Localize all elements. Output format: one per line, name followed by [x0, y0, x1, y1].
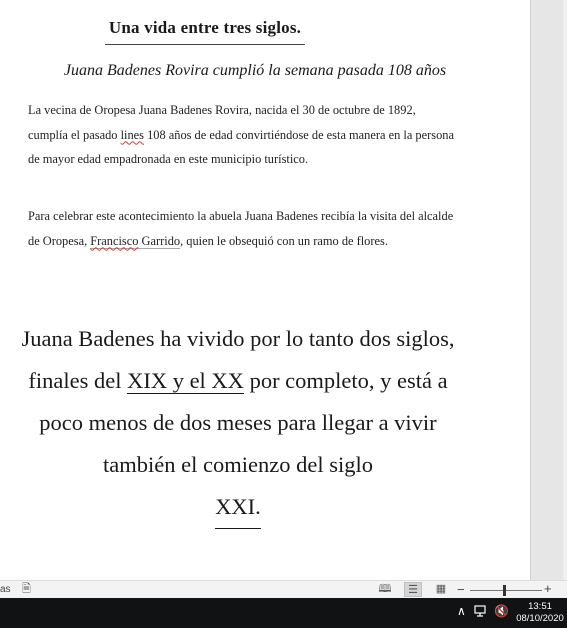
- zoom-slider-thumb[interactable]: [503, 585, 506, 596]
- spelling-error-name[interactable]: Francisco: [90, 233, 139, 248]
- print-layout-icon[interactable]: ☰: [404, 582, 422, 597]
- page-side-margin: [530, 0, 567, 580]
- volume-muted-icon[interactable]: 🔇: [494, 604, 509, 618]
- mayor-surname: Garrido: [138, 233, 181, 248]
- paragraph-2-text-start: Para celebrar este acontecimiento la abuela Juana Badenes recibía la visita del alcalde de Oropesa,: [28, 209, 454, 248]
- paragraph-2-text-end: , quien le obsequió con un ramo de flores.: [180, 233, 388, 248]
- centuries-highlight: XIX y el XX: [127, 368, 244, 393]
- title-underline: [105, 44, 305, 45]
- windows-taskbar: [0, 598, 567, 628]
- web-layout-icon[interactable]: ▦: [435, 583, 447, 595]
- pull-quote-text-start: Juana Badenes ha vivido por lo tanto dos siglos, finales del: [21, 326, 455, 393]
- read-mode-icon[interactable]: 🕮: [378, 583, 392, 595]
- vertical-scrollbar[interactable]: [563, 0, 567, 580]
- pull-quote-text-middle: por completo, y está a poco menos de dos meses para llegar a vivir también el comienzo del siglo: [39, 368, 448, 477]
- century-xxi: XXI.: [215, 486, 261, 529]
- clock-date: 08/10/2020: [516, 613, 564, 624]
- chevron-up-icon[interactable]: ∧: [457, 604, 466, 618]
- proofing-icon[interactable]: 🗎: [22, 583, 31, 595]
- taskbar-clock[interactable]: [515, 601, 565, 625]
- mayor-name: [90, 234, 180, 249]
- paragraph-1-text-end: 108 años de edad convirtiéndose de esta manera en la persona de mayor edad empadronada en este municipio turístico.: [28, 127, 454, 166]
- paragraph-1-text-start: La vecina de Oropesa Juana Badenes Rovira, nacida el 30 de octubre de 1892, cumplía el pasado: [28, 103, 416, 142]
- pull-quote: [18, 318, 458, 529]
- clock-time: 13:51: [528, 601, 552, 612]
- zoom-in-button[interactable]: +: [544, 581, 552, 596]
- status-bar: [0, 580, 567, 598]
- paragraph-2: [28, 204, 458, 253]
- network-icon[interactable]: [474, 605, 488, 617]
- article-subtitle: Juana Badenes Rovira cumplió la semana pasada 108 años: [63, 62, 447, 79]
- spelling-error-word[interactable]: lines: [120, 127, 144, 142]
- paragraph-1: [28, 98, 458, 172]
- status-text: as: [0, 584, 11, 595]
- article-title: Una vida entre tres siglos.: [108, 18, 302, 37]
- zoom-out-button[interactable]: −: [457, 582, 465, 597]
